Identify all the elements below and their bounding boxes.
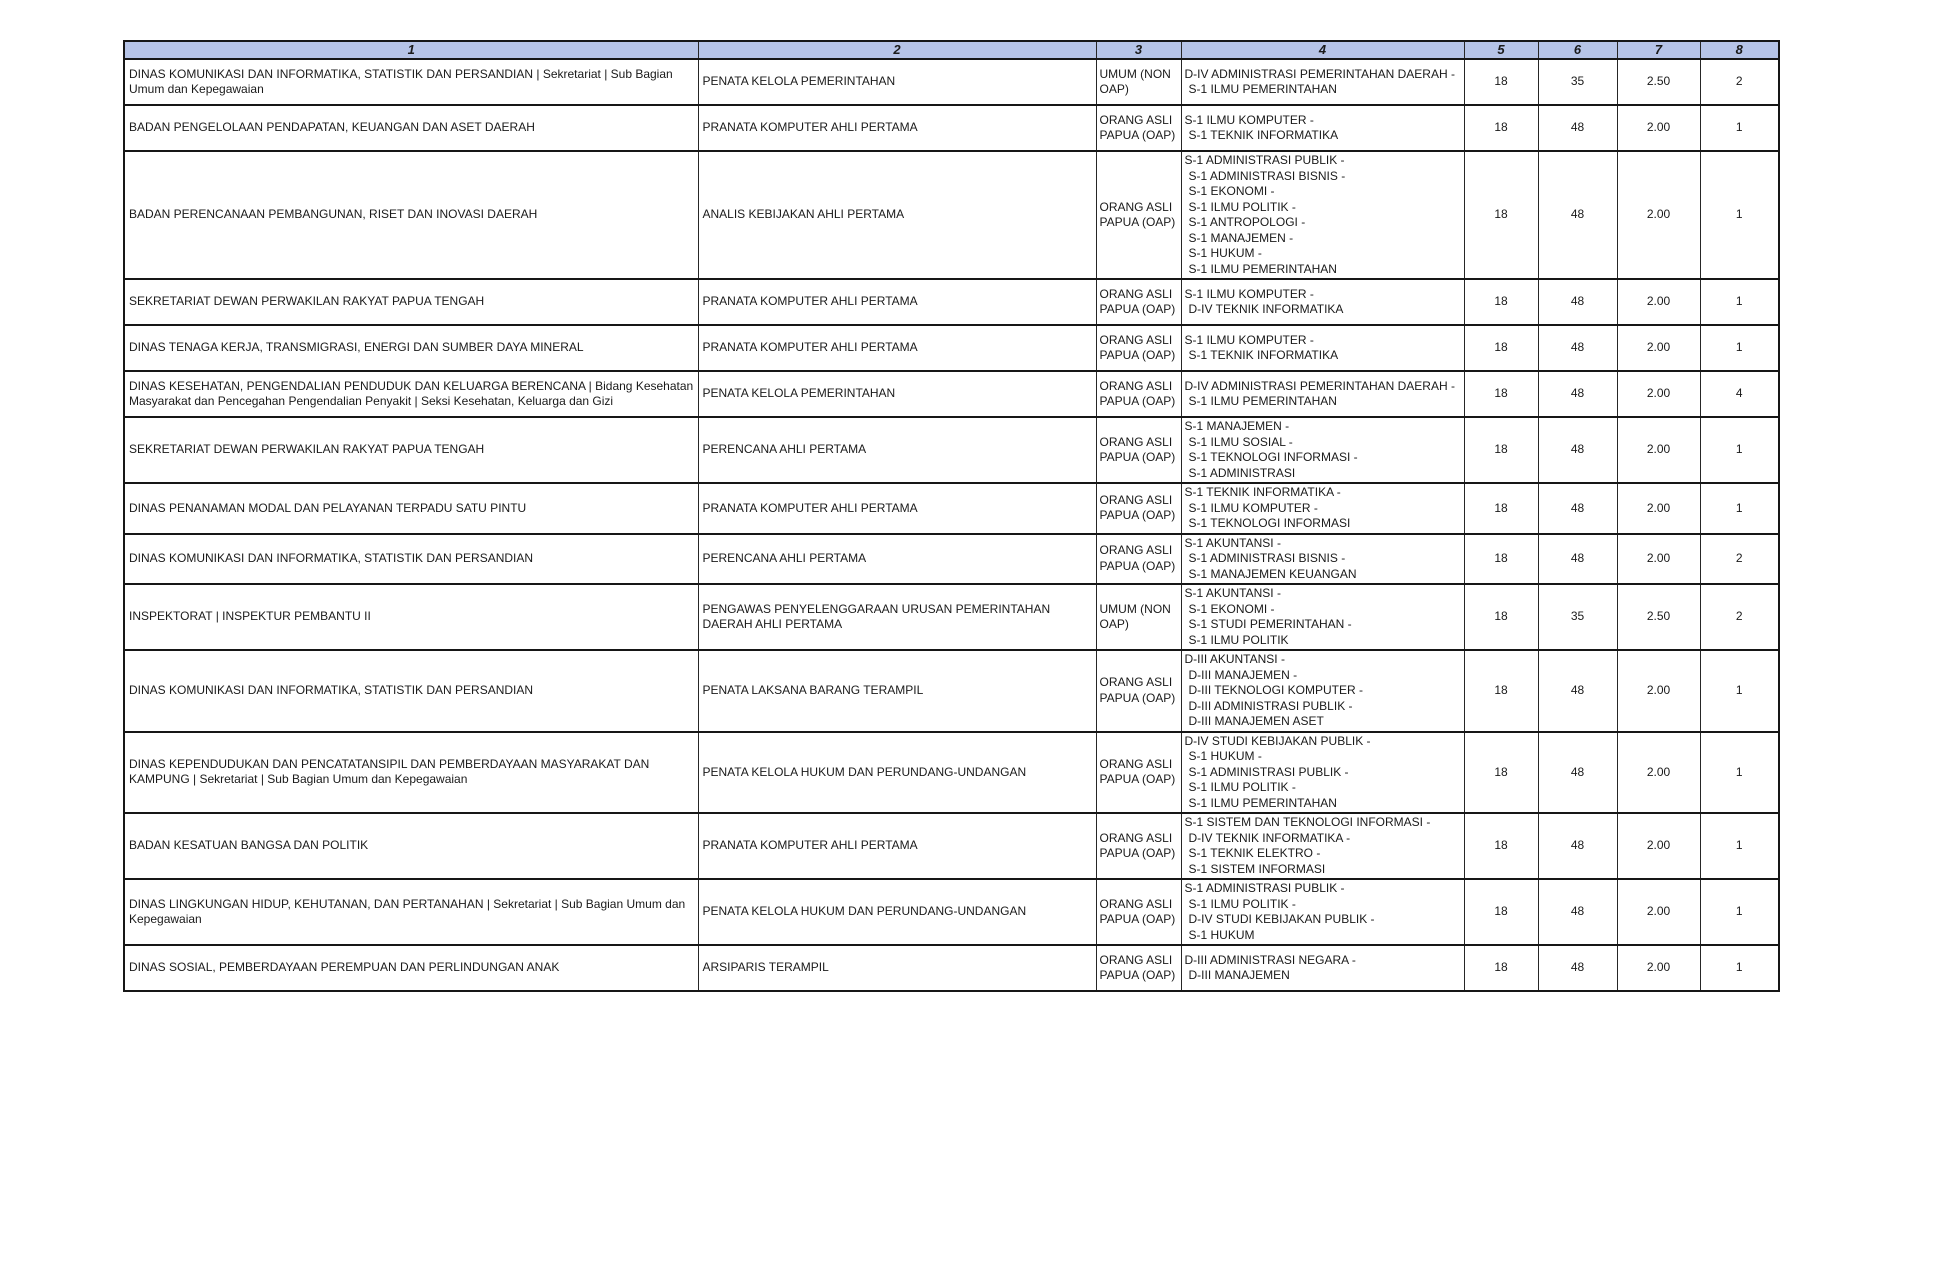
cell-col7-value: 2.00 <box>1617 879 1700 945</box>
cell-col6-value: 48 <box>1538 945 1617 991</box>
education-line: S-1 EKONOMI - <box>1188 184 1275 198</box>
table-row <box>124 325 1779 371</box>
table-row <box>124 813 1779 879</box>
education-line: S-1 ADMINISTRASI BISNIS - <box>1188 168 1346 183</box>
cell-col5-value: 18 <box>1464 534 1538 585</box>
cell-col7-value: 2.00 <box>1617 945 1700 991</box>
cell-applicant-category: ORANG ASLI PAPUA (OAP) <box>1096 732 1181 814</box>
education-line: D-III MANAJEMEN - <box>1188 667 1298 682</box>
cell-education-requirements <box>1181 732 1464 814</box>
cell-col7-value: 2.00 <box>1617 417 1700 483</box>
table-row <box>124 279 1779 325</box>
cell-position-title: ANALIS KEBIJAKAN AHLI PERTAMA <box>698 151 1096 279</box>
education-line: D-IV TEKNIK INFORMATIKA <box>1188 302 1344 316</box>
cell-education-requirements <box>1181 325 1464 371</box>
cell-col6-value: 48 <box>1538 151 1617 279</box>
cell-col7-value: 2.50 <box>1617 584 1700 650</box>
cell-col5-value: 18 <box>1464 584 1538 650</box>
cell-unit-name: DINAS LINGKUNGAN HIDUP, KEHUTANAN, DAN PERTANAHAN | Sekretariat | Sub Bagian Umum dan Kepegawaian <box>124 879 698 945</box>
table-row <box>124 650 1779 732</box>
cell-col5-value: 18 <box>1464 151 1538 279</box>
cell-col8-value: 2 <box>1700 584 1779 650</box>
recruitment-formation-table <box>123 40 1780 992</box>
cell-unit-name: DINAS KOMUNIKASI DAN INFORMATIKA, STATISTIK DAN PERSANDIAN <box>124 534 698 585</box>
cell-col5-value: 18 <box>1464 945 1538 991</box>
cell-position-title: PRANATA KOMPUTER AHLI PERTAMA <box>698 105 1096 151</box>
cell-education-requirements <box>1181 879 1464 945</box>
education-line: S-1 HUKUM <box>1188 927 1255 942</box>
cell-applicant-category: ORANG ASLI PAPUA (OAP) <box>1096 483 1181 534</box>
cell-position-title: PENATA KELOLA HUKUM DAN PERUNDANG-UNDANGAN <box>698 732 1096 814</box>
cell-col6-value: 48 <box>1538 813 1617 879</box>
table-row <box>124 59 1779 105</box>
cell-col7-value: 2.00 <box>1617 151 1700 279</box>
column-header-3: 3 <box>1096 41 1181 59</box>
education-line: S-1 ADMINISTRASI PUBLIK - <box>1184 881 1345 895</box>
education-line: D-IV STUDI KEBIJAKAN PUBLIK - <box>1188 912 1375 926</box>
education-line: S-1 ADMINISTRASI PUBLIK - <box>1184 153 1345 167</box>
cell-col5-value: 18 <box>1464 325 1538 371</box>
cell-col7-value: 2.00 <box>1617 371 1700 417</box>
cell-unit-name: BADAN PERENCANAAN PEMBANGUNAN, RISET DAN INOVASI DAERAH <box>124 151 698 279</box>
cell-col8-value: 4 <box>1700 371 1779 417</box>
cell-col7-value: 2.00 <box>1617 534 1700 585</box>
cell-col8-value: 1 <box>1700 483 1779 534</box>
cell-col7-value: 2.00 <box>1617 813 1700 879</box>
cell-applicant-category: ORANG ASLI PAPUA (OAP) <box>1096 371 1181 417</box>
education-list <box>1185 881 1464 943</box>
cell-position-title: PERENCANA AHLI PERTAMA <box>698 534 1096 585</box>
cell-col7-value: 2.00 <box>1617 325 1700 371</box>
education-line: S-1 AKUNTANSI - <box>1184 586 1281 600</box>
education-line: S-1 ILMU PEMERINTAHAN <box>1188 261 1337 276</box>
education-line: D-III MANAJEMEN <box>1188 968 1290 982</box>
table-row <box>124 105 1779 151</box>
cell-col8-value: 2 <box>1700 59 1779 105</box>
education-line: D-IV STUDI KEBIJAKAN PUBLIK - <box>1184 733 1371 748</box>
education-line: S-1 ADMINISTRASI <box>1188 465 1296 480</box>
cell-col8-value: 1 <box>1700 813 1779 879</box>
cell-col5-value: 18 <box>1464 483 1538 534</box>
cell-col7-value: 2.00 <box>1617 650 1700 732</box>
cell-education-requirements <box>1181 650 1464 732</box>
cell-col5-value: 18 <box>1464 813 1538 879</box>
cell-education-requirements <box>1181 279 1464 325</box>
cell-col7-value: 2.50 <box>1617 59 1700 105</box>
cell-col5-value: 18 <box>1464 879 1538 945</box>
cell-col7-value: 2.00 <box>1617 732 1700 814</box>
cell-applicant-category: ORANG ASLI PAPUA (OAP) <box>1096 279 1181 325</box>
cell-col8-value: 1 <box>1700 945 1779 991</box>
cell-col6-value: 48 <box>1538 732 1617 814</box>
education-line: S-1 ILMU KOMPUTER - <box>1188 500 1318 515</box>
table-row <box>124 879 1779 945</box>
cell-col8-value: 1 <box>1700 417 1779 483</box>
cell-applicant-category: UMUM (NON OAP) <box>1096 584 1181 650</box>
cell-position-title: PENATA KELOLA HUKUM DAN PERUNDANG-UNDANGAN <box>698 879 1096 945</box>
education-line: S-1 ILMU KOMPUTER - <box>1184 286 1314 301</box>
cell-applicant-category: ORANG ASLI PAPUA (OAP) <box>1096 325 1181 371</box>
cell-col8-value: 1 <box>1700 732 1779 814</box>
cell-col6-value: 35 <box>1538 59 1617 105</box>
cell-applicant-category: UMUM (NON OAP) <box>1096 59 1181 105</box>
column-header-5: 5 <box>1464 41 1538 59</box>
table-row <box>124 371 1779 417</box>
education-line: S-1 TEKNOLOGI INFORMASI <box>1188 516 1351 530</box>
cell-unit-name: SEKRETARIAT DEWAN PERWAKILAN RAKYAT PAPUA TENGAH <box>124 279 698 325</box>
table-row <box>124 584 1779 650</box>
cell-col6-value: 48 <box>1538 371 1617 417</box>
table-row <box>124 732 1779 814</box>
cell-unit-name: SEKRETARIAT DEWAN PERWAKILAN RAKYAT PAPUA TENGAH <box>124 417 698 483</box>
cell-col5-value: 18 <box>1464 279 1538 325</box>
cell-applicant-category: ORANG ASLI PAPUA (OAP) <box>1096 417 1181 483</box>
cell-applicant-category: ORANG ASLI PAPUA (OAP) <box>1096 151 1181 279</box>
cell-col5-value: 18 <box>1464 417 1538 483</box>
education-line: S-1 SISTEM INFORMASI <box>1188 861 1326 876</box>
table-row <box>124 151 1779 279</box>
education-line: S-1 TEKNIK INFORMATIKA <box>1188 128 1339 142</box>
cell-unit-name: DINAS TENAGA KERJA, TRANSMIGRASI, ENERGI DAN SUMBER DAYA MINERAL <box>124 325 698 371</box>
cell-unit-name: BADAN PENGELOLAAN PENDAPATAN, KEUANGAN DAN ASET DAERAH <box>124 105 698 151</box>
cell-position-title: PRANATA KOMPUTER AHLI PERTAMA <box>698 813 1096 879</box>
cell-education-requirements <box>1181 945 1464 991</box>
cell-applicant-category: ORANG ASLI PAPUA (OAP) <box>1096 813 1181 879</box>
cell-unit-name: DINAS SOSIAL, PEMBERDAYAAN PEREMPUAN DAN PERLINDUNGAN ANAK <box>124 945 698 991</box>
cell-col7-value: 2.00 <box>1617 279 1700 325</box>
cell-unit-name: BADAN KESATUAN BANGSA DAN POLITIK <box>124 813 698 879</box>
cell-position-title: PENATA KELOLA PEMERINTAHAN <box>698 371 1096 417</box>
cell-col8-value: 2 <box>1700 534 1779 585</box>
cell-applicant-category: ORANG ASLI PAPUA (OAP) <box>1096 105 1181 151</box>
education-line: S-1 ILMU POLITIK - <box>1188 199 1296 214</box>
education-line: S-1 ILMU SOSIAL - <box>1188 434 1293 449</box>
cell-col7-value: 2.00 <box>1617 105 1700 151</box>
cell-education-requirements <box>1181 534 1464 585</box>
cell-col8-value: 1 <box>1700 879 1779 945</box>
cell-education-requirements <box>1181 371 1464 417</box>
cell-unit-name: DINAS KEPENDUDUKAN DAN PENCATATANSIPIL DAN PEMBERDAYAAN MASYARAKAT DAN KAMPUNG | Sekretariat | Sub Bagian Umum dan Kepegawaian <box>124 732 698 814</box>
table-header-row <box>124 41 1779 59</box>
cell-col8-value: 1 <box>1700 650 1779 732</box>
cell-col8-value: 1 <box>1700 325 1779 371</box>
education-list <box>1185 536 1464 583</box>
education-list <box>1185 153 1464 277</box>
cell-position-title: ARSIPARIS TERAMPIL <box>698 945 1096 991</box>
education-line: D-IV TEKNIK INFORMATIKA - <box>1188 830 1351 845</box>
cell-col8-value: 1 <box>1700 151 1779 279</box>
education-list <box>1185 67 1464 98</box>
education-list <box>1185 586 1464 648</box>
education-line: S-1 ILMU PEMERINTAHAN <box>1188 394 1337 408</box>
cell-col5-value: 18 <box>1464 105 1538 151</box>
education-line: S-1 ILMU POLITIK - <box>1188 780 1296 794</box>
cell-education-requirements <box>1181 417 1464 483</box>
cell-education-requirements <box>1181 813 1464 879</box>
cell-position-title: PENATA KELOLA PEMERINTAHAN <box>698 59 1096 105</box>
cell-education-requirements <box>1181 584 1464 650</box>
table-row <box>124 945 1779 991</box>
cell-education-requirements <box>1181 59 1464 105</box>
education-line: S-1 ILMU KOMPUTER - <box>1184 332 1314 347</box>
column-header-7: 7 <box>1617 41 1700 59</box>
education-line: S-1 SISTEM DAN TEKNOLOGI INFORMASI - <box>1184 815 1431 829</box>
cell-unit-name: DINAS KESEHATAN, PENGENDALIAN PENDUDUK DAN KELUARGA BERENCANA | Bidang Kesehatan Masyarakat dan Pencegahan Pengendalian Penyakit | Seksi Kesehatan, Keluarga dan Gizi <box>124 371 698 417</box>
education-line: S-1 ILMU POLITIK <box>1188 632 1289 647</box>
education-line: D-III AKUNTANSI - <box>1184 652 1285 666</box>
cell-unit-name: DINAS PENANAMAN MODAL DAN PELAYANAN TERPADU SATU PINTU <box>124 483 698 534</box>
cell-applicant-category: ORANG ASLI PAPUA (OAP) <box>1096 945 1181 991</box>
cell-position-title: PENATA LAKSANA BARANG TERAMPIL <box>698 650 1096 732</box>
education-list <box>1185 652 1464 730</box>
table-row <box>124 483 1779 534</box>
education-line: S-1 ANTROPOLOGI - <box>1188 215 1306 229</box>
cell-applicant-category: ORANG ASLI PAPUA (OAP) <box>1096 534 1181 585</box>
cell-col8-value: 1 <box>1700 105 1779 151</box>
education-list <box>1185 333 1464 364</box>
cell-col8-value: 1 <box>1700 279 1779 325</box>
column-header-6: 6 <box>1538 41 1617 59</box>
column-header-1: 1 <box>124 41 698 59</box>
column-header-8: 8 <box>1700 41 1779 59</box>
education-line: S-1 MANAJEMEN KEUANGAN <box>1188 566 1357 581</box>
education-line: S-1 HUKUM - <box>1188 749 1262 763</box>
education-line: S-1 STUDI PEMERINTAHAN - <box>1188 617 1352 631</box>
education-line: S-1 TEKNIK ELEKTRO - <box>1188 846 1321 860</box>
education-line: S-1 TEKNIK INFORMATIKA - <box>1184 485 1341 499</box>
education-line: S-1 TEKNOLOGI INFORMASI - <box>1188 450 1358 464</box>
education-line: D-III MANAJEMEN ASET <box>1188 714 1324 728</box>
cell-education-requirements <box>1181 151 1464 279</box>
cell-col6-value: 48 <box>1538 279 1617 325</box>
cell-unit-name: DINAS KOMUNIKASI DAN INFORMATIKA, STATISTIK DAN PERSANDIAN <box>124 650 698 732</box>
table-body <box>124 59 1779 991</box>
education-line: D-IV ADMINISTRASI PEMERINTAHAN DAERAH - <box>1184 66 1455 81</box>
table-row <box>124 534 1779 585</box>
cell-position-title: PERENCANA AHLI PERTAMA <box>698 417 1096 483</box>
education-list <box>1185 113 1464 144</box>
document-sheet <box>123 40 1778 992</box>
education-list <box>1185 287 1464 318</box>
cell-position-title: PRANATA KOMPUTER AHLI PERTAMA <box>698 483 1096 534</box>
education-line: S-1 MANAJEMEN - <box>1184 419 1290 433</box>
education-line: S-1 EKONOMI - <box>1188 601 1275 616</box>
education-line: S-1 HUKUM - <box>1188 246 1262 260</box>
education-list <box>1185 815 1464 877</box>
cell-col6-value: 48 <box>1538 483 1617 534</box>
cell-col6-value: 35 <box>1538 584 1617 650</box>
cell-col6-value: 48 <box>1538 417 1617 483</box>
education-line: S-1 ILMU KOMPUTER - <box>1184 112 1314 127</box>
cell-col6-value: 48 <box>1538 105 1617 151</box>
cell-position-title: PRANATA KOMPUTER AHLI PERTAMA <box>698 325 1096 371</box>
education-line: D-III TEKNOLOGI KOMPUTER - <box>1188 683 1363 697</box>
education-list <box>1185 953 1464 984</box>
education-line: S-1 ILMU PEMERINTAHAN <box>1188 82 1337 96</box>
education-line: S-1 MANAJEMEN - <box>1188 230 1294 245</box>
education-line: S-1 TEKNIK INFORMATIKA <box>1188 348 1339 362</box>
cell-col7-value: 2.00 <box>1617 483 1700 534</box>
cell-col5-value: 18 <box>1464 59 1538 105</box>
cell-unit-name: DINAS KOMUNIKASI DAN INFORMATIKA, STATISTIK DAN PERSANDIAN | Sekretariat | Sub Bagian Umum dan Kepegawaian <box>124 59 698 105</box>
cell-applicant-category: ORANG ASLI PAPUA (OAP) <box>1096 650 1181 732</box>
table-row <box>124 417 1779 483</box>
column-header-2: 2 <box>698 41 1096 59</box>
education-line: S-1 ILMU PEMERINTAHAN <box>1188 795 1337 810</box>
cell-education-requirements <box>1181 483 1464 534</box>
cell-position-title: PENGAWAS PENYELENGGARAAN URUSAN PEMERINTAHAN DAERAH AHLI PERTAMA <box>698 584 1096 650</box>
education-list <box>1185 485 1464 532</box>
cell-applicant-category: ORANG ASLI PAPUA (OAP) <box>1096 879 1181 945</box>
education-line: D-III ADMINISTRASI PUBLIK - <box>1188 698 1353 713</box>
cell-col6-value: 48 <box>1538 534 1617 585</box>
cell-col5-value: 18 <box>1464 650 1538 732</box>
cell-col6-value: 48 <box>1538 325 1617 371</box>
cell-col6-value: 48 <box>1538 650 1617 732</box>
education-list <box>1185 379 1464 410</box>
cell-unit-name: INSPEKTORAT | INSPEKTUR PEMBANTU II <box>124 584 698 650</box>
cell-position-title: PRANATA KOMPUTER AHLI PERTAMA <box>698 279 1096 325</box>
cell-col5-value: 18 <box>1464 371 1538 417</box>
education-line: S-1 ADMINISTRASI BISNIS - <box>1188 551 1346 565</box>
cell-education-requirements <box>1181 105 1464 151</box>
education-line: S-1 ADMINISTRASI PUBLIK - <box>1188 764 1349 779</box>
education-line: S-1 AKUNTANSI - <box>1184 535 1281 550</box>
cell-col6-value: 48 <box>1538 879 1617 945</box>
education-list <box>1185 734 1464 812</box>
education-list <box>1185 419 1464 481</box>
education-line: D-III ADMINISTRASI NEGARA - <box>1184 952 1356 967</box>
column-header-4: 4 <box>1181 41 1464 59</box>
education-line: D-IV ADMINISTRASI PEMERINTAHAN DAERAH - <box>1184 378 1455 393</box>
cell-col5-value: 18 <box>1464 732 1538 814</box>
education-line: S-1 ILMU POLITIK - <box>1188 896 1296 911</box>
